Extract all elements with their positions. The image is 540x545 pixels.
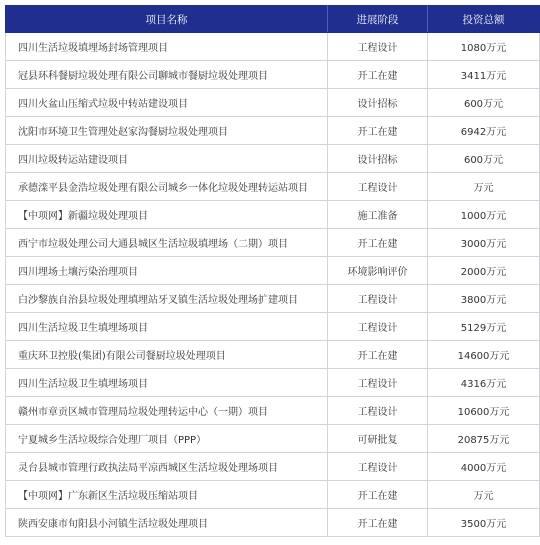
table-header-row: [6, 6, 540, 33]
stage-cell: 环境影响评价: [328, 257, 428, 285]
project-name-cell[interactable]: 四川生活垃圾卫生填埋场项目: [6, 313, 328, 341]
project-name-cell[interactable]: 冠县环科餐厨垃圾处理有限公司聊城市餐厨垃圾处理项目: [6, 61, 328, 89]
stage-cell: 设计招标: [328, 145, 428, 173]
project-name-cell[interactable]: 四川生活垃圾填埋场封场管理项目: [6, 33, 328, 61]
project-name-cell[interactable]: 白沙黎族自治县垃圾处理填埋站牙叉镇生活垃圾处理场扩建项目: [6, 285, 328, 313]
stage-cell: 开工在建: [328, 481, 428, 509]
amount-cell: 600万元: [428, 145, 540, 173]
stage-cell: 可研批复: [328, 425, 428, 453]
stage-cell: 开工在建: [328, 229, 428, 257]
table-row[interactable]: [6, 425, 540, 453]
table-row[interactable]: [6, 33, 540, 61]
stage-cell: 工程设计: [328, 285, 428, 313]
stage-cell: 开工在建: [328, 341, 428, 369]
project-name-cell[interactable]: 承德滦平县金浩垃圾处理有限公司城乡一体化垃圾处理转运站项目: [6, 173, 328, 201]
amount-cell: 10600万元: [428, 397, 540, 425]
stage-cell: 工程设计: [328, 397, 428, 425]
project-name-cell[interactable]: 赣州市章贡区城市管理局垃圾处理转运中心（一期）项目: [6, 397, 328, 425]
project-name-cell[interactable]: 【中项网】广东新区生活垃圾压缩站项目: [6, 481, 328, 509]
table-row[interactable]: [6, 313, 540, 341]
table-row[interactable]: [6, 369, 540, 397]
project-name-cell[interactable]: 四川火盆山压缩式垃圾中转站建设项目: [6, 89, 328, 117]
amount-cell: 5129万元: [428, 313, 540, 341]
amount-cell: 3000万元: [428, 229, 540, 257]
amount-cell: 4000万元: [428, 453, 540, 481]
project-name-cell[interactable]: 重庆环卫控股(集团)有限公司餐厨垃圾处理项目: [6, 341, 328, 369]
stage-cell: 工程设计: [328, 33, 428, 61]
table-row[interactable]: [6, 229, 540, 257]
stage-cell: 开工在建: [328, 509, 428, 537]
table-row[interactable]: [6, 117, 540, 145]
amount-cell: 600万元: [428, 89, 540, 117]
stage-cell: 设计招标: [328, 89, 428, 117]
project-name-cell[interactable]: 四川垃圾转运站建设项目: [6, 145, 328, 173]
amount-cell: 万元: [428, 173, 540, 201]
project-name-cell[interactable]: 陕西安康市旬阳县小河镇生活垃圾处理项目: [6, 509, 328, 537]
stage-cell: 开工在建: [328, 61, 428, 89]
table-row[interactable]: [6, 257, 540, 285]
table-row[interactable]: [6, 341, 540, 369]
table-row[interactable]: [6, 285, 540, 313]
stage-cell: 工程设计: [328, 173, 428, 201]
amount-cell: 万元: [428, 481, 540, 509]
stage-cell: 工程设计: [328, 453, 428, 481]
table-row[interactable]: [6, 397, 540, 425]
project-name-cell[interactable]: 四川埋场土壤污染治理项目: [6, 257, 328, 285]
stage-cell: 工程设计: [328, 369, 428, 397]
table-row[interactable]: [6, 61, 540, 89]
project-name-cell[interactable]: 四川生活垃圾卫生填埋场项目: [6, 369, 328, 397]
project-name-cell[interactable]: 灵台县城市管理行政执法局平凉西城区生活垃圾处理场项目: [6, 453, 328, 481]
stage-cell: 开工在建: [328, 117, 428, 145]
amount-cell: 3411万元: [428, 61, 540, 89]
amount-cell: 14600万元: [428, 341, 540, 369]
stage-cell: 施工准备: [328, 201, 428, 229]
project-name-cell[interactable]: 【中项网】新疆垃圾处理项目: [6, 201, 328, 229]
amount-cell: 2000万元: [428, 257, 540, 285]
table-row[interactable]: [6, 509, 540, 537]
amount-cell: 1080万元: [428, 33, 540, 61]
amount-cell: 4316万元: [428, 369, 540, 397]
table-row[interactable]: [6, 481, 540, 509]
amount-cell: 3500万元: [428, 509, 540, 537]
project-name-cell[interactable]: 沈阳市环境卫生管理处赵家沟餐厨垃圾处理项目: [6, 117, 328, 145]
header-project-name: 项目名称: [6, 6, 328, 33]
table-row[interactable]: [6, 201, 540, 229]
header-stage: 进展阶段: [328, 6, 428, 33]
amount-cell: 6942万元: [428, 117, 540, 145]
amount-cell: 3800万元: [428, 285, 540, 313]
project-name-cell[interactable]: 西宁市垃圾处理公司大通县城区生活垃圾填埋场（二期）项目: [6, 229, 328, 257]
table-row[interactable]: [6, 173, 540, 201]
table-row[interactable]: [6, 89, 540, 117]
amount-cell: 1000万元: [428, 201, 540, 229]
table-row[interactable]: [6, 453, 540, 481]
project-name-cell[interactable]: 宁夏城乡生活垃圾综合处理厂项目（PPP）: [6, 425, 328, 453]
project-table: [5, 5, 540, 537]
stage-cell: 工程设计: [328, 313, 428, 341]
header-amount: 投资总额: [428, 6, 540, 33]
amount-cell: 20875万元: [428, 425, 540, 453]
table-row[interactable]: [6, 145, 540, 173]
project-table-container: [5, 5, 539, 537]
